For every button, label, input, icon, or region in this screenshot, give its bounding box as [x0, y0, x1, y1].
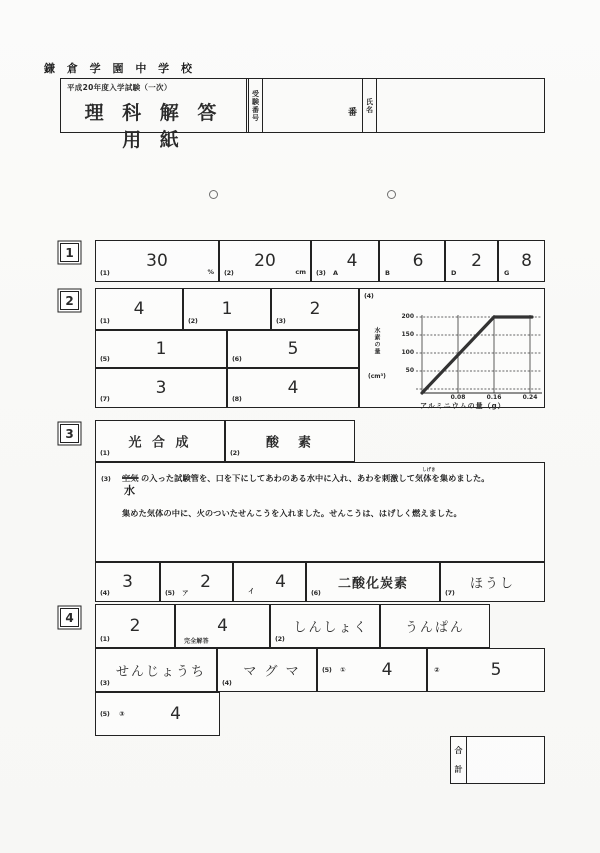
s1-q2-unit: cm [295, 268, 306, 276]
s2-q3-number: (3) [276, 317, 286, 325]
s1-q3d-sub: D [451, 269, 457, 277]
s2-q5-answer: 1 [155, 339, 167, 359]
s4-q5-2-sub: ② [434, 666, 440, 674]
s4-q1-number: (1) [100, 635, 110, 643]
s2-q8-number: (8) [232, 395, 242, 403]
s4-q4-cell[interactable] [217, 648, 317, 692]
s3-q5i-sub: イ [248, 587, 255, 595]
s4-q5-3-cell[interactable] [95, 692, 220, 736]
s4-q4-number: (4) [222, 679, 232, 687]
s3-q4-answer: 3 [122, 572, 133, 592]
s1-q3g-answer: 8 [521, 251, 532, 271]
s1-q1-cell[interactable] [95, 240, 219, 282]
s4-q2-cell-a[interactable] [270, 604, 380, 648]
s1-q3a-cell[interactable] [311, 240, 379, 282]
s1-q3d-cell[interactable] [445, 240, 498, 282]
exam-title: 理 科 解 答 用 紙 [84, 102, 223, 151]
s1-q3g-sub: G [504, 269, 510, 277]
s1-q3b-sub: B [385, 269, 390, 277]
s4-q5-1-answer: 4 [381, 660, 393, 680]
s4-q2-answer-b: うんぱん [404, 620, 465, 636]
s1-q3d-answer: 2 [471, 251, 482, 271]
s1-q3b-cell[interactable] [379, 240, 445, 282]
s4-q2-number: (2) [275, 635, 285, 643]
chart-ytick-50: 50 [405, 367, 414, 374]
s2-q6-number: (6) [232, 355, 242, 363]
s2-q4-graph-cell[interactable] [359, 288, 545, 408]
s4-q2-cell-b[interactable] [380, 604, 490, 648]
s2-q8-answer: 4 [287, 378, 299, 398]
s2-q4-number: (4) [364, 292, 374, 300]
s2-q1-number: (1) [100, 317, 110, 325]
s1-q2-cell[interactable] [219, 240, 311, 282]
s1-q2-number: (2) [224, 269, 234, 277]
s2-q1-answer: 4 [133, 299, 145, 319]
s2-q7-cell[interactable] [95, 368, 227, 408]
s2-q5-number: (5) [100, 355, 110, 363]
s3-q3-text-cell[interactable] [95, 462, 545, 562]
s3-q1-answer: 光 合 成 [128, 435, 192, 451]
s3-q5a-answer: 2 [200, 572, 211, 592]
s1-q3a-sub: A [333, 269, 339, 277]
section-number-3: 3 [60, 424, 79, 443]
examinee-number-suffix: 番 [347, 108, 357, 118]
s2-q7-answer: 3 [155, 378, 167, 398]
exam-subtitle: 平成20年度入学試験（一次） [67, 83, 172, 92]
s1-q1-number: (1) [100, 269, 110, 277]
s2-q3-answer: 2 [309, 299, 321, 319]
chart-yunit: (cm³) [368, 373, 386, 380]
s2-q6-cell[interactable] [227, 330, 359, 368]
s3-q4-cell[interactable] [95, 562, 160, 602]
chart-ylabel: 水素の量 [373, 327, 380, 355]
s4-q1-cell-a[interactable] [95, 604, 175, 648]
s2-q2-number: (2) [188, 317, 198, 325]
s3-q3-line1: の入った試験管を、口を下にしてあわのある水中に入れ、あわを刺激して気体を集めました。 [141, 473, 490, 483]
s4-q3-answer: せんじょうち [115, 664, 206, 680]
hydrogen-aluminium-chart [360, 289, 546, 409]
s2-q7-number: (7) [100, 395, 110, 403]
s4-q5-3-number: (5) [100, 710, 110, 718]
s3-q5i-answer: 4 [275, 572, 286, 592]
s3-q6-cell[interactable] [306, 562, 440, 602]
chart-xtick-024: 0.24 [522, 394, 538, 401]
s2-q6-answer: 5 [287, 339, 299, 359]
s3-q7-cell[interactable] [440, 562, 545, 602]
s3-q3-number: (3) [101, 475, 111, 483]
name-label: 氏名 [363, 79, 377, 132]
s3-q5a-cell[interactable] [160, 562, 233, 602]
s1-q3b-answer: 6 [412, 251, 424, 271]
total-label-bottom: 計 [454, 765, 463, 774]
s4-q5-2-answer: 5 [490, 660, 502, 680]
s3-q3-ruby: しげき [422, 468, 436, 473]
s1-q3a-answer: 4 [346, 251, 358, 271]
s3-q6-number: (6) [311, 589, 321, 597]
chart-xtick-008: 0.08 [450, 394, 466, 401]
s3-q2-answer: 酸 素 [265, 435, 314, 451]
section-number-4: 4 [60, 608, 79, 627]
section-number-2: 2 [60, 291, 79, 310]
s2-q1-cell[interactable] [95, 288, 183, 330]
s1-q3g-cell[interactable] [498, 240, 545, 282]
total-score-field[interactable] [467, 737, 544, 783]
name-field[interactable] [377, 79, 544, 132]
s4-q5-1-sub: ① [340, 666, 346, 674]
exam-title-block [61, 79, 249, 151]
s1-q3-number: (3) [316, 269, 326, 277]
s1-q1-answer: 30 [146, 251, 168, 271]
s2-q2-cell[interactable] [183, 288, 271, 330]
s4-q2-answer-a: しんしょく [293, 620, 369, 636]
section-number-1: 1 [60, 243, 79, 262]
examinee-number-label: 受験番号 [249, 79, 263, 132]
s3-q3-line2: 集めた気体の中に、火のついたせんこうを入れました。せんこうは、はげしく燃えました。 [122, 508, 462, 518]
s4-q4-answer: マ グ マ [243, 664, 301, 680]
total-score-box[interactable] [450, 736, 545, 784]
s4-q3-cell[interactable] [95, 648, 217, 692]
s2-q3-cell[interactable] [271, 288, 359, 330]
s4-q1-answer-b: 4 [217, 616, 228, 636]
s4-q1-complete-answer-note: 完全解答 [184, 638, 209, 645]
s1-q1-unit: % [207, 268, 214, 276]
punch-mark-right [387, 190, 396, 199]
s3-q7-answer: ほうし [469, 576, 515, 592]
s3-q2-cell[interactable] [225, 420, 355, 462]
school-name: 鎌 倉 学 園 中 学 校 [44, 62, 196, 75]
punch-mark-left [209, 190, 218, 199]
s3-q5-number: (5) [165, 589, 175, 597]
s2-q8-cell[interactable] [227, 368, 359, 408]
s4-q5-3-sub: ③ [119, 710, 125, 718]
s4-q5-2-cell[interactable] [427, 648, 545, 692]
chart-ytick-200: 200 [401, 313, 414, 320]
chart-xlabel: アルミニウムの量（g） [420, 402, 506, 410]
s3-q6-answer: 二酸化炭素 [337, 576, 408, 592]
s3-q3-struck-word: 空気 [122, 473, 139, 483]
s3-q1-number: (1) [100, 449, 110, 457]
s2-q5-cell[interactable] [95, 330, 227, 368]
s4-q5-3-answer: 4 [170, 704, 181, 724]
s3-q5i-cell[interactable] [233, 562, 306, 602]
s3-q5a-sub: ア [182, 589, 189, 597]
total-label [451, 737, 467, 783]
s3-q3-correction: 水 [124, 484, 135, 497]
total-label-top: 合 [454, 746, 463, 755]
s4-q5-1-cell[interactable] [317, 648, 427, 692]
chart-ytick-150: 150 [401, 331, 414, 338]
s3-q2-number: (2) [230, 449, 240, 457]
s3-q1-cell[interactable] [95, 420, 225, 462]
s4-q1-answer-a: 2 [129, 616, 141, 636]
s4-q5-number: (5) [322, 666, 332, 674]
s1-q2-answer: 20 [254, 251, 276, 271]
examinee-number-field[interactable] [263, 79, 363, 132]
s3-q7-number: (7) [445, 589, 455, 597]
chart-xtick-016: 0.16 [486, 394, 502, 401]
sheet-header [60, 78, 545, 151]
s2-q2-answer: 1 [221, 299, 233, 319]
s4-q3-number: (3) [100, 679, 110, 687]
s3-q4-number: (4) [100, 589, 110, 597]
chart-ytick-100: 100 [401, 349, 414, 356]
